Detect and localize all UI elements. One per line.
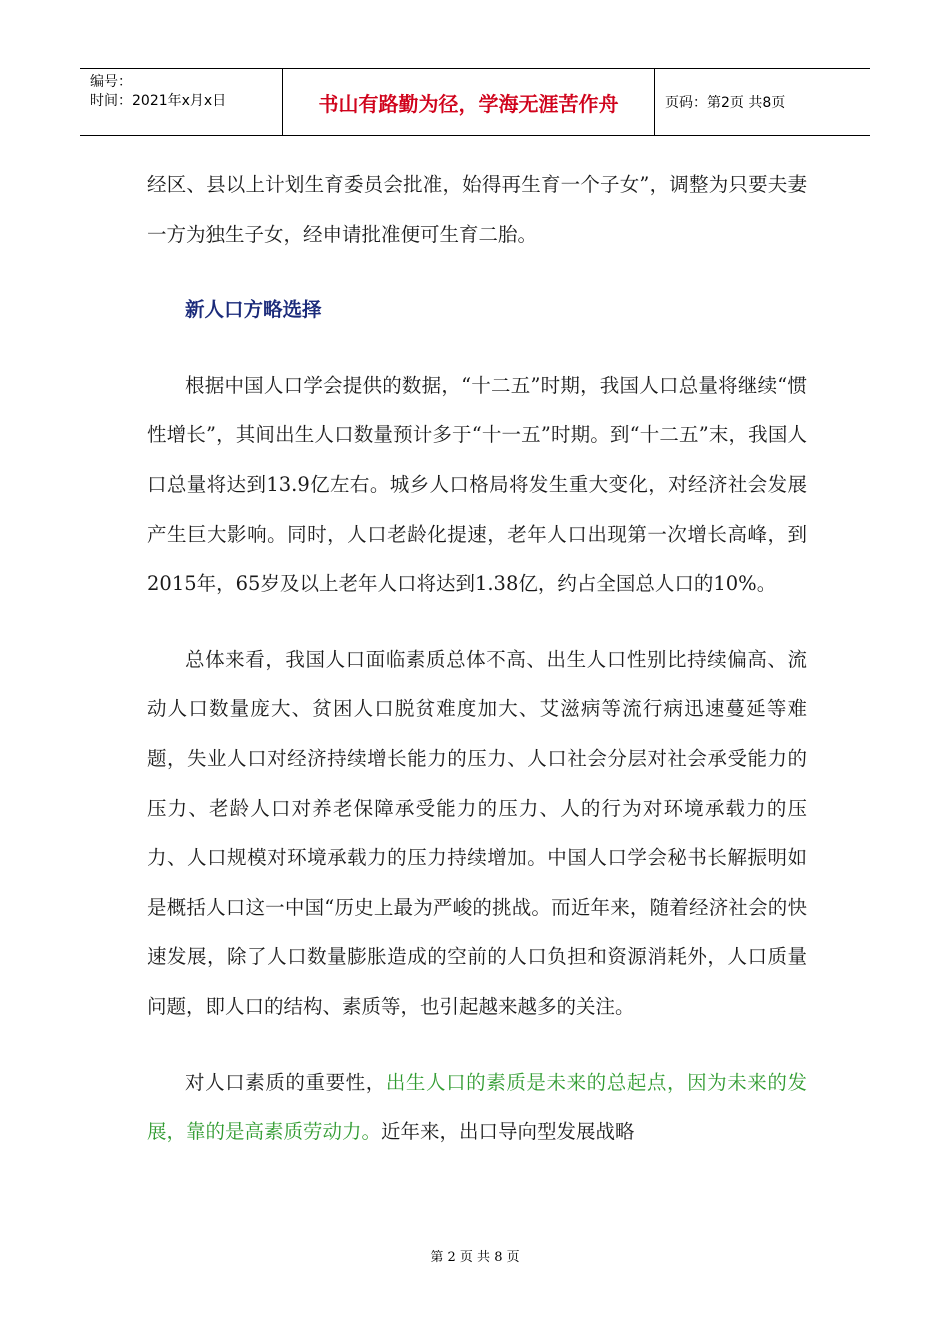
header-page-info: 页码：第2页 共8页 [665,95,786,111]
paragraph-4-highlight: 出生人口的素质是未来的总起点，因为未来的发展，靠的是高素质劳动力。 [147,1070,807,1144]
header-time-label: 时间：2021年x月x日 [90,93,227,109]
page-footer: 第 2 页 共 8 页 [430,1250,520,1265]
paragraph-3: 总体来看，我国人口面临素质总体不高、出生人口性别比持续偏高、流动人口数量庞大、贫困人口脱贫难度加大、艾滋病等流行病迅速蔓延等难题，失业人口对经济持续增长能力的压力、人口社会分层对社会承受能力的压力、老龄人口对养老保障承受能力的压力、人的行为对环境承载力的压力、人口规模对环境承载力的压力持续增加。中国人口学会秘书长解振明如是概括人口这一中国“历史上最为严峻的挑战。而近年来，随着经济社会的快速发展，除了人口数量膨胀造成的空前的人口负担和资源消耗外，人口质量问题，即人口的结构、素质等，也引起越来越多的关注。 [147,647,807,1018]
paragraph-4-start: 对人口素质的重要性， [185,1070,386,1094]
paragraph-2: 根据中国人口学会提供的数据，“十二五”时期，我国人口总量将继续“惯性增长”，其间出生人口数量预计多于“十一五”时期。到“十二五”末，我国人口总量将达到13.9亿左右。城乡人口格局将发生重大变化，对经济社会发展产生巨大影响。同时，人口老龄化提速，老年人口出现第一次增长高峰，到2015年，65岁及以上老年人口将达到1.38亿，约占全国总人口的10%。 [147,373,807,596]
section-title: 新人口方略选择 [185,298,322,322]
header-number-label: 编号： [90,74,132,90]
page-header [80,68,870,136]
paragraph-4 [147,1058,807,1157]
header-meta [80,69,283,135]
document-body [147,160,807,1157]
header-motto: 书山有路勤为径，学海无涯苦作舟 [283,69,655,135]
paragraph-4-end: 近年来，出口导向型发展战略 [381,1120,635,1144]
paragraph-1: 经区、县以上计划生育委员会批准，始得再生育一个子女”，调整为只要夫妻一方为独生子女，经申请批准便可生育二胎。 [147,173,807,246]
